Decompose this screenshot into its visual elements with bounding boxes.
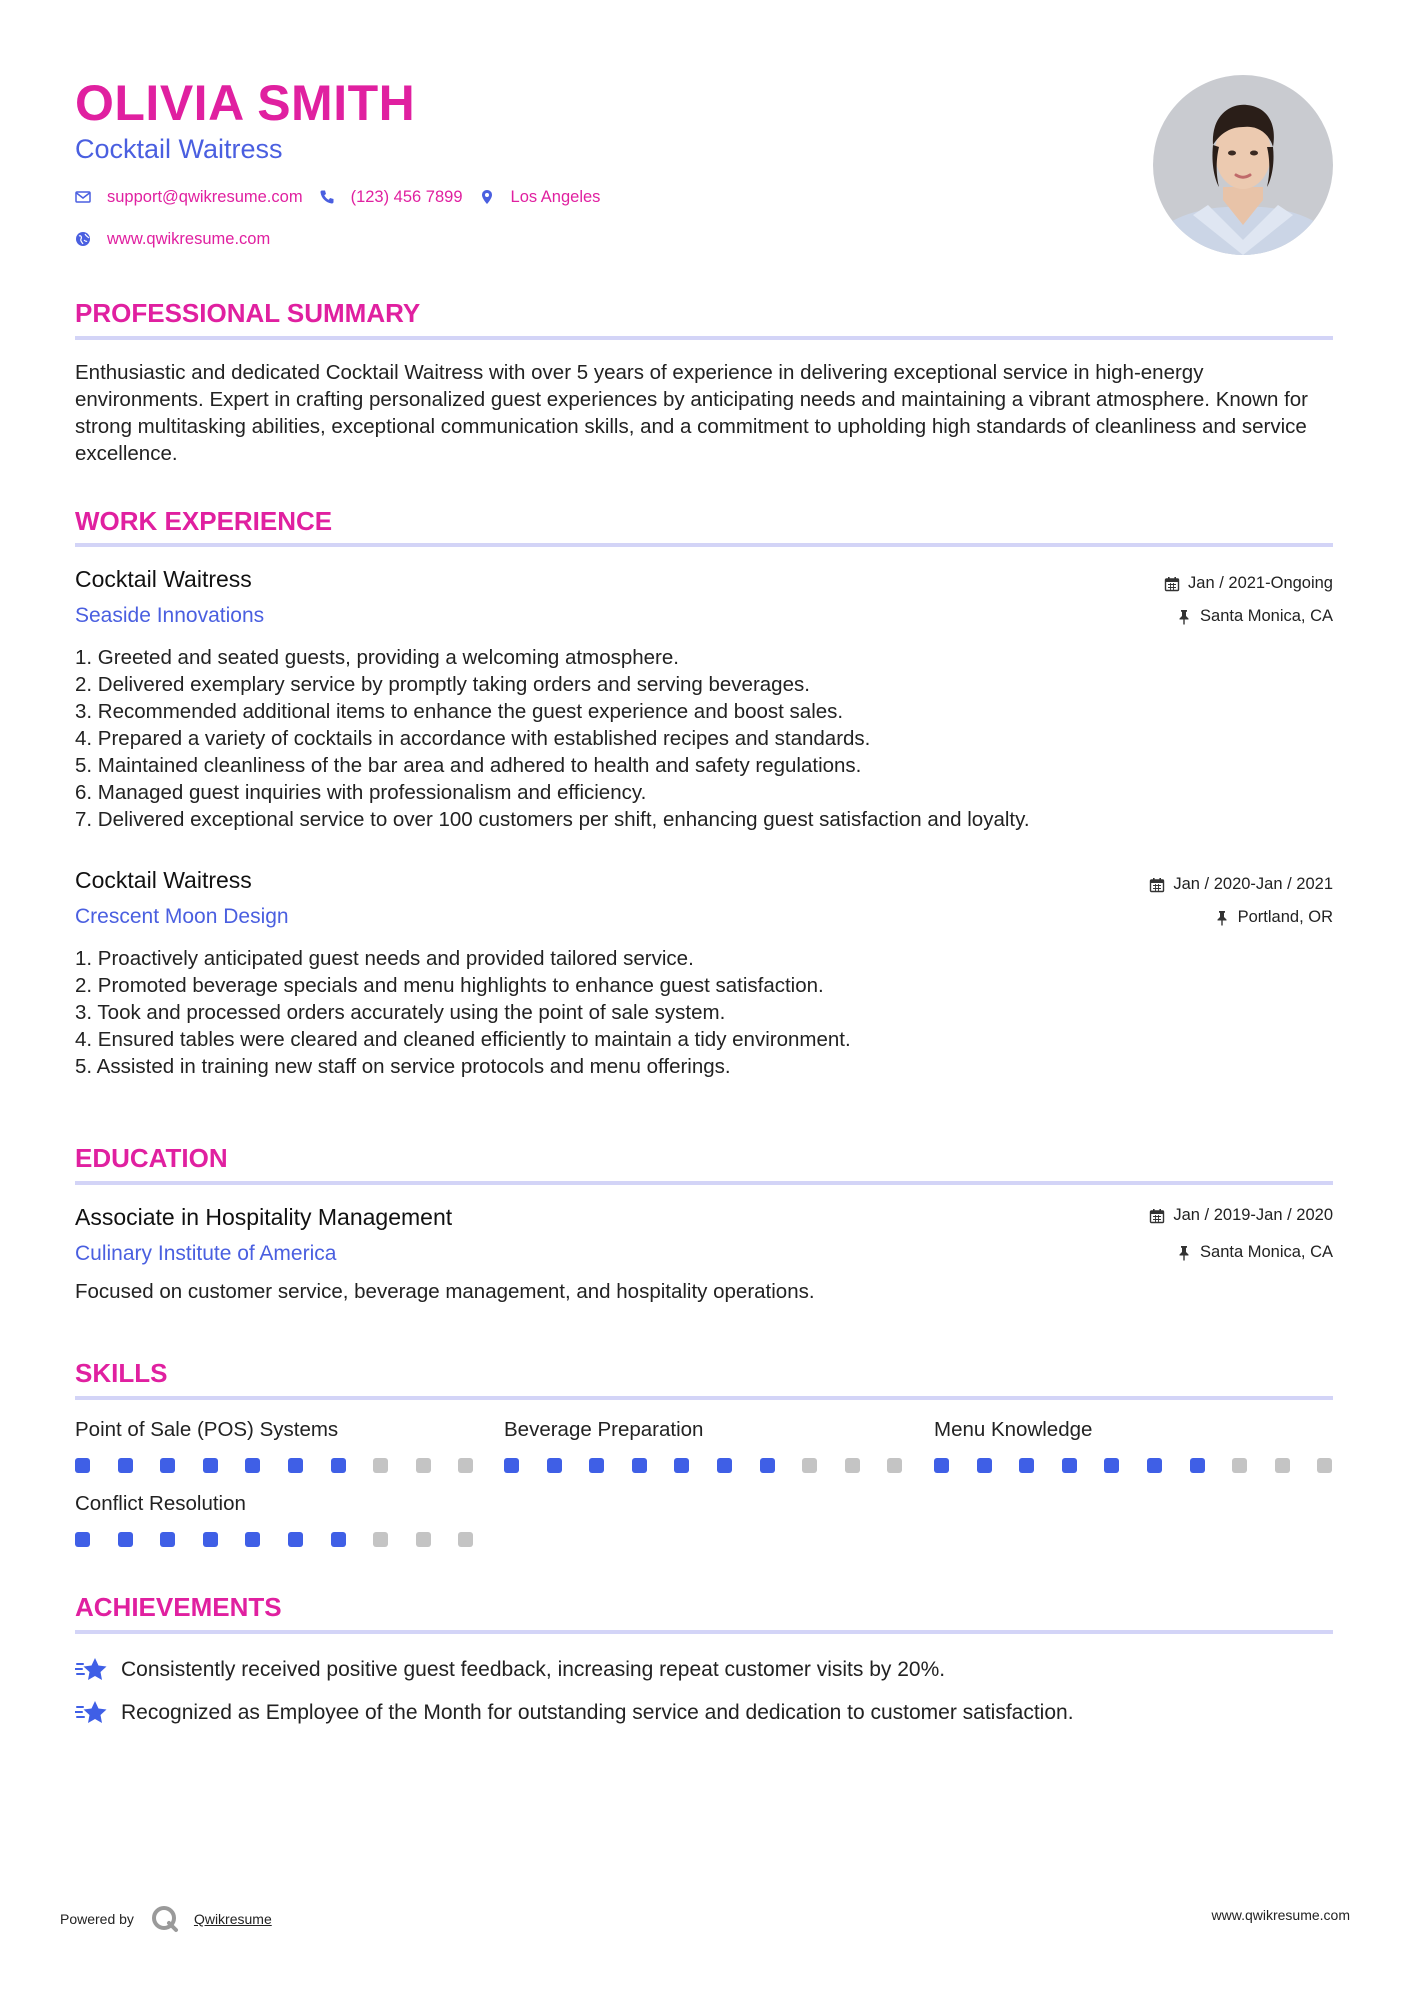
candidate-role: Cocktail Waitress bbox=[75, 134, 283, 164]
skill-name: Beverage Preparation bbox=[504, 1418, 704, 1441]
skill-dot-empty bbox=[416, 1532, 431, 1547]
star-icon bbox=[75, 1698, 109, 1728]
job-location-text: Santa Monica, CA bbox=[1200, 607, 1333, 625]
skill-name: Conflict Resolution bbox=[75, 1492, 246, 1515]
calendar-icon bbox=[1164, 576, 1180, 592]
skill-item bbox=[75, 1418, 473, 1473]
skill-dot-filled bbox=[118, 1458, 133, 1473]
profile-photo bbox=[1153, 75, 1333, 255]
skill-dot-filled bbox=[589, 1458, 604, 1473]
skill-dot-filled bbox=[331, 1458, 346, 1473]
job-title: Cocktail Waitress bbox=[75, 566, 252, 592]
education-school: Culinary Institute of America bbox=[75, 1242, 337, 1265]
skill-item bbox=[934, 1418, 1332, 1473]
skill-dot-empty bbox=[458, 1532, 473, 1547]
skill-dot-filled bbox=[632, 1458, 647, 1473]
job-company: Seaside Innovations bbox=[75, 604, 265, 627]
list-item: 3. Recommended additional items to enhance the guest experience and boost sales. bbox=[75, 700, 844, 723]
skill-dot-filled bbox=[203, 1458, 218, 1473]
phone-icon bbox=[319, 189, 337, 207]
skill-dot-filled bbox=[203, 1532, 218, 1547]
skills-divider bbox=[75, 1396, 1333, 1400]
summary-divider bbox=[75, 336, 1333, 340]
job-title: Cocktail Waitress bbox=[75, 867, 252, 893]
list-item: 5. Maintained cleanliness of the bar area and adhered to health and safety regulations. bbox=[75, 754, 862, 777]
skill-dot-filled bbox=[1062, 1458, 1077, 1473]
pushpin-icon bbox=[1176, 609, 1192, 625]
list-item: 5. Assisted in training new staff on service protocols and menu offerings. bbox=[75, 1055, 731, 1078]
skill-dot-empty bbox=[802, 1458, 817, 1473]
job-dates bbox=[1164, 574, 1333, 593]
experience-divider bbox=[75, 543, 1333, 547]
skill-rating bbox=[75, 1458, 473, 1473]
skill-dot-filled bbox=[288, 1532, 303, 1547]
summary-text: Enthusiastic and dedicated Cocktail Waitress with over 5 years of experience in delivering exceptional service in high-energy environments. Expert in crafting personalized guest experiences by anticipating needs and maintaining a vibrant atmosphere. Known for strong multitasking abilities, exceptional communication skills, and a commitment to upholding high standards of cleanliness and service excellence. bbox=[75, 361, 1308, 465]
list-item: 1. Proactively anticipated guest needs and provided tailored service. bbox=[75, 947, 694, 970]
skill-item bbox=[75, 1492, 473, 1547]
job-dates bbox=[1149, 875, 1333, 894]
qwikresume-logo-icon bbox=[150, 1904, 180, 1934]
skill-rating bbox=[504, 1458, 902, 1473]
skill-dot-filled bbox=[504, 1458, 519, 1473]
pushpin-icon bbox=[1214, 910, 1230, 926]
list-item: 3. Took and processed orders accurately using the point of sale system. bbox=[75, 1001, 726, 1024]
list-item: 2. Promoted beverage specials and menu highlights to enhance guest satisfaction. bbox=[75, 974, 824, 997]
skill-item bbox=[504, 1418, 902, 1473]
skill-dot-filled bbox=[118, 1532, 133, 1547]
skill-dot-filled bbox=[245, 1532, 260, 1547]
location-text: Los Angeles bbox=[510, 188, 601, 206]
skill-dot-empty bbox=[887, 1458, 902, 1473]
skill-dot-empty bbox=[373, 1458, 388, 1473]
skill-dot-filled bbox=[160, 1458, 175, 1473]
candidate-name: OLIVIA SMITH bbox=[75, 75, 416, 131]
education-heading: EDUCATION bbox=[75, 1143, 228, 1173]
job-location bbox=[1176, 607, 1333, 626]
map-pin-icon bbox=[479, 189, 497, 207]
skill-dot-empty bbox=[1232, 1458, 1247, 1473]
education-location-text: Santa Monica, CA bbox=[1200, 1243, 1333, 1261]
skill-name: Menu Knowledge bbox=[934, 1418, 1093, 1441]
job-bullets bbox=[75, 945, 1330, 1080]
achievements-divider bbox=[75, 1630, 1333, 1634]
skill-dot-filled bbox=[977, 1458, 992, 1473]
education-dates bbox=[1149, 1206, 1333, 1225]
footer-url[interactable]: www.qwikresume.com bbox=[1211, 1907, 1350, 1923]
skill-dot-filled bbox=[934, 1458, 949, 1473]
skill-dot-empty bbox=[458, 1458, 473, 1473]
skill-dot-filled bbox=[75, 1458, 90, 1473]
skill-dot-filled bbox=[75, 1532, 90, 1547]
skill-dot-empty bbox=[845, 1458, 860, 1473]
powered-by-label: Powered by bbox=[60, 1911, 134, 1927]
skill-dot-filled bbox=[1147, 1458, 1162, 1473]
email-link[interactable]: support@qwikresume.com bbox=[107, 188, 303, 206]
calendar-icon bbox=[1149, 877, 1165, 893]
achievements-heading: ACHIEVEMENTS bbox=[75, 1592, 282, 1622]
skill-dot-empty bbox=[373, 1532, 388, 1547]
skill-dot-filled bbox=[674, 1458, 689, 1473]
achievement-text: Recognized as Employee of the Month for outstanding service and dedication to customer satisfaction. bbox=[121, 1701, 1074, 1724]
job-bullets bbox=[75, 644, 1330, 833]
achievement-item bbox=[75, 1698, 1074, 1728]
skill-dot-filled bbox=[160, 1532, 175, 1547]
achievement-text: Consistently received positive guest feedback, increasing repeat customer visits by 20%. bbox=[121, 1658, 946, 1681]
skill-dot-filled bbox=[331, 1532, 346, 1547]
skill-rating bbox=[75, 1532, 473, 1547]
globe-icon bbox=[75, 231, 93, 249]
pushpin-icon bbox=[1176, 1245, 1192, 1261]
skill-dot-filled bbox=[1190, 1458, 1205, 1473]
skill-dot-filled bbox=[760, 1458, 775, 1473]
education-divider bbox=[75, 1181, 1333, 1185]
skills-heading: SKILLS bbox=[75, 1358, 168, 1388]
education-degree: Associate in Hospitality Management bbox=[75, 1204, 453, 1230]
star-icon bbox=[75, 1655, 109, 1685]
calendar-icon bbox=[1149, 1208, 1165, 1224]
education-dates-text: Jan / 2019-Jan / 2020 bbox=[1173, 1206, 1333, 1224]
qwikresume-link[interactable]: Qwikresume bbox=[193, 1911, 272, 1927]
list-item: 7. Delivered exceptional service to over 100 customers per shift, enhancing guest satisfaction and loyalty. bbox=[75, 808, 1030, 831]
website-row bbox=[75, 230, 270, 249]
job-dates-text: Jan / 2021-Ongoing bbox=[1188, 574, 1333, 592]
skill-dot-empty bbox=[1275, 1458, 1290, 1473]
website-link[interactable]: www.qwikresume.com bbox=[107, 230, 271, 248]
skill-dot-filled bbox=[1104, 1458, 1119, 1473]
envelope-icon bbox=[75, 189, 93, 207]
contact-row bbox=[75, 188, 600, 207]
list-item: 6. Managed guest inquiries with professionalism and efficiency. bbox=[75, 781, 647, 804]
skill-dot-filled bbox=[717, 1458, 732, 1473]
skill-dot-filled bbox=[547, 1458, 562, 1473]
experience-heading: WORK EXPERIENCE bbox=[75, 506, 333, 536]
skill-rating bbox=[934, 1458, 1332, 1473]
skill-dot-filled bbox=[1019, 1458, 1034, 1473]
summary-heading: PROFESSIONAL SUMMARY bbox=[75, 298, 421, 328]
skill-name: Point of Sale (POS) Systems bbox=[75, 1418, 339, 1441]
list-item: 1. Greeted and seated guests, providing a welcoming atmosphere. bbox=[75, 646, 679, 669]
education-location bbox=[1176, 1243, 1333, 1262]
skill-dot-empty bbox=[1317, 1458, 1332, 1473]
skill-dot-filled bbox=[245, 1458, 260, 1473]
skill-dot-filled bbox=[288, 1458, 303, 1473]
job-dates-text: Jan / 2020-Jan / 2021 bbox=[1173, 875, 1333, 893]
achievement-item bbox=[75, 1655, 945, 1685]
education-description: Focused on customer service, beverage management, and hospitality operations. bbox=[75, 1280, 815, 1303]
job-company: Crescent Moon Design bbox=[75, 905, 289, 928]
footer-powered-by bbox=[60, 1904, 272, 1934]
list-item: 2. Delivered exemplary service by promptly taking orders and serving beverages. bbox=[75, 673, 810, 696]
list-item: 4. Prepared a variety of cocktails in accordance with established recipes and standards. bbox=[75, 727, 871, 750]
job-location-text: Portland, OR bbox=[1237, 908, 1333, 926]
phone-text[interactable]: (123) 456 7899 bbox=[350, 188, 463, 206]
skill-dot-empty bbox=[416, 1458, 431, 1473]
job-location bbox=[1214, 908, 1333, 927]
list-item: 4. Ensured tables were cleared and cleaned efficiently to maintain a tidy environment. bbox=[75, 1028, 851, 1051]
